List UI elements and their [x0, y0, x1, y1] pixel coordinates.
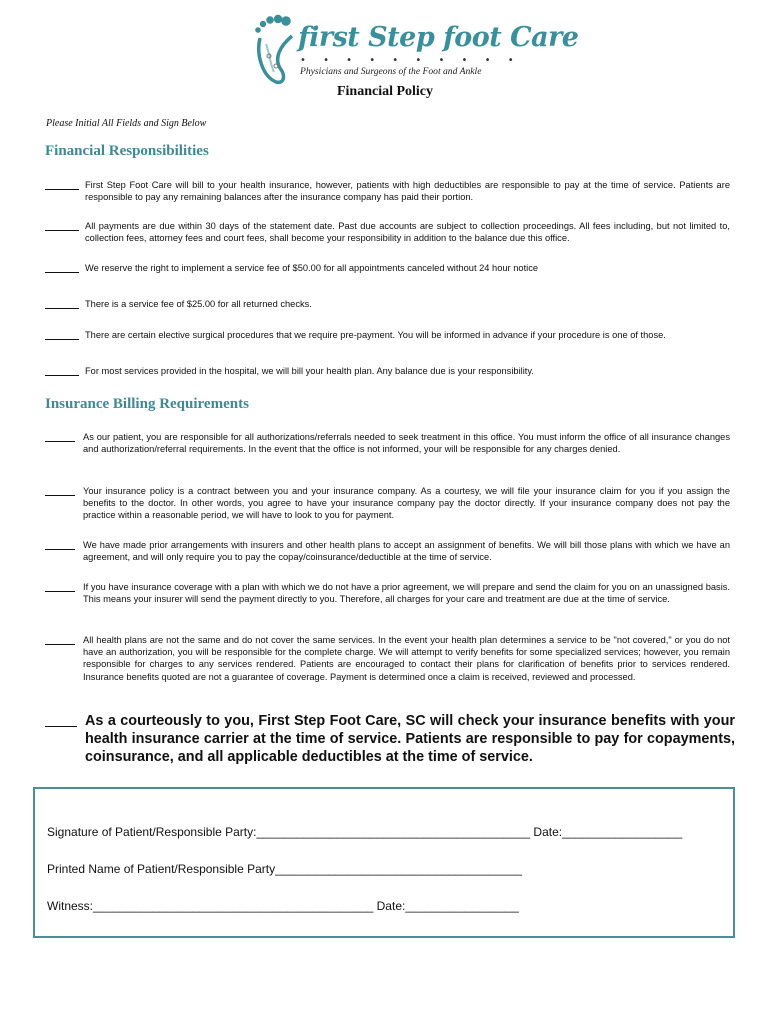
- financial-item-text: We reserve the right to implement a service fee of $50.00 for all appointments canceled without 24 hour notice: [85, 263, 539, 273]
- initial-field[interactable]: [45, 581, 75, 592]
- insurance-item-text: All health plans are not the same and do not cover the same services. In the event your health plan determines a service to be "not covered," or you do not have an authorization, you will be responsible for the complete charge. We will attempt to verify benefits for some specialized services; however, you remain responsible for charges to any services rendered. Patients are encouraged to contact their plans for clarification of benefits prior to services rendered. Insurance benefits quoted are not a guarantee of coverage. Payment is determined once a claim is received, reviewed and processed.: [83, 635, 730, 682]
- logo-dots: • • • • • • • • • •: [300, 55, 521, 66]
- initial-field[interactable]: [45, 431, 75, 442]
- financial-responsibilities-heading: Financial Responsibilities: [45, 143, 209, 159]
- initial-field[interactable]: [45, 298, 79, 309]
- insurance-item: [45, 634, 730, 683]
- insurance-item: [45, 581, 730, 605]
- initial-field[interactable]: [45, 539, 75, 550]
- insurance-item-text: If you have insurance coverage with a plan with which we do not have a prior agreement, we will prepare and send the claim for you on an unassigned basis. This means your insurer will send the payment directly to you. Therefore, all charges for your care and treatment are due at the time of service.: [83, 582, 730, 605]
- initial-field[interactable]: [45, 179, 79, 190]
- insurance-billing-heading: Insurance Billing Requirements: [45, 396, 249, 412]
- logo-tagline: Physicians and Surgeons of the Foot and Ankle: [300, 66, 482, 77]
- insurance-item: [45, 431, 730, 455]
- initial-field[interactable]: [45, 712, 77, 727]
- financial-item: [45, 179, 730, 203]
- page-title-text: Financial Policy: [336, 84, 434, 99]
- courtesy-statement: [45, 712, 735, 766]
- insurance-item-text: As our patient, you are responsible for all authorizations/referrals needed to seek treatment in this office. You must inform the office of all insurance changes and authorization/referral requirements. In the event that the office is not informed, your will be responsible for any charges denied.: [83, 432, 730, 455]
- logo-brand-text: first Step foot Care: [298, 22, 579, 53]
- initial-field[interactable]: [45, 365, 79, 376]
- financial-item: [45, 298, 730, 310]
- witness-line[interactable]: Witness:__________________________________________ Date:_________________: [47, 899, 519, 913]
- initial-field[interactable]: [45, 485, 75, 496]
- insurance-item-text: Your insurance policy is a contract between you and your insurance company. As a courtesy, we will file your insurance claim for you if you assign the benefits to the doctor. In other words, you agree to have your insurance company pay the doctor directly. If your insurance company does not pay the practice within a reasonable period, we will have to look to you for payment.: [83, 486, 730, 521]
- insurance-item: [45, 539, 730, 563]
- financial-item-text: First Step Foot Care will bill to your health insurance, however, patients with high deductibles are responsible to pay at the time of service. Patients are responsible to pay any remaining balances after the insurance company has paid their portion.: [85, 180, 730, 203]
- initial-field[interactable]: [45, 329, 79, 340]
- financial-item: [45, 365, 730, 377]
- signature-box: [33, 787, 735, 938]
- financial-item: [45, 220, 730, 244]
- financial-item: [45, 262, 730, 274]
- financial-item-text: There are certain elective surgical procedures that we require pre-payment. You will be informed in advance if your procedure is one of those.: [85, 330, 666, 340]
- initial-field[interactable]: [45, 262, 79, 273]
- instruction-text: Please Initial All Fields and Sign Below: [46, 118, 207, 129]
- page-title: [0, 84, 770, 100]
- financial-item: [45, 329, 730, 341]
- printed-name-line[interactable]: Printed Name of Patient/Responsible Party_____________________________________: [47, 862, 523, 876]
- financial-item-text: For most services provided in the hospital, we will bill your health plan. Any balance due is your responsibility.: [85, 366, 534, 376]
- financial-item-text: There is a service fee of $25.00 for all returned checks.: [85, 299, 312, 309]
- courtesy-statement-text: As a courteously to you, First Step Foot Care, SC will check your insurance benefits with your health insurance carrier at the time of service. Patients are responsible to pay for copayments, coinsurance, and all applicable deductibles at the time of service.: [85, 713, 735, 765]
- initial-field[interactable]: [45, 634, 75, 645]
- signature-line[interactable]: Signature of Patient/Responsible Party:_________________________________________ Date:__________________: [47, 825, 683, 839]
- initial-field[interactable]: [45, 220, 79, 231]
- insurance-item-text: We have made prior arrangements with insurers and other health plans to accept an assignment of benefits. We will bill those plans with which we have an agreement, and will only require you to pay the copay/coinsurance/deductible at the time of service.: [83, 540, 730, 563]
- financial-item-text: All payments are due within 30 days of the statement date. Past due accounts are subject to collection proceedings. All fees including, but not limited to, collection fees, attorney fees and court fees, shall become your responsibility in addition to the balance due this office.: [85, 221, 730, 244]
- insurance-item: [45, 485, 730, 522]
